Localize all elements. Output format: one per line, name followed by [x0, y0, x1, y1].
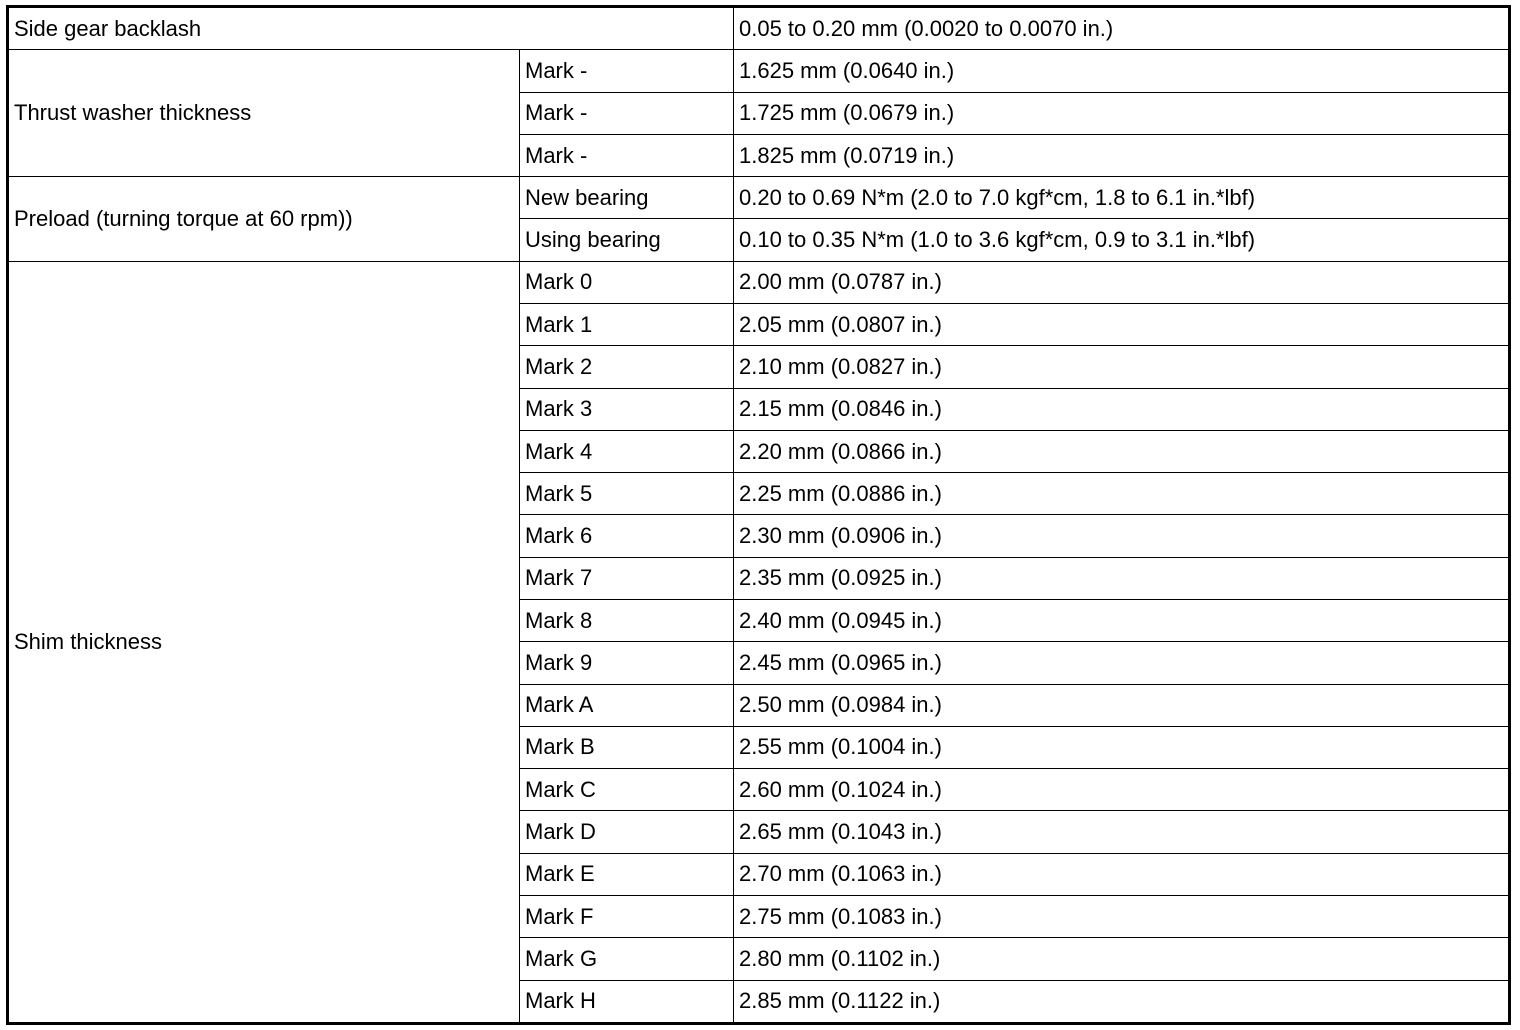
mark-cell: Mark 5 [520, 473, 734, 515]
mark-cell: Mark D [520, 811, 734, 853]
mark-cell: Mark 0 [520, 261, 734, 303]
mark-cell: Mark H [520, 980, 734, 1023]
spec-value: 2.70 mm (0.1063 in.) [734, 853, 1510, 895]
mark-cell: Mark 3 [520, 388, 734, 430]
spec-value: 2.10 mm (0.0827 in.) [734, 346, 1510, 388]
spec-value: 2.25 mm (0.0886 in.) [734, 473, 1510, 515]
spec-value: 2.75 mm (0.1083 in.) [734, 895, 1510, 937]
spec-value: 2.80 mm (0.1102 in.) [734, 938, 1510, 980]
spec-value: 2.15 mm (0.0846 in.) [734, 388, 1510, 430]
spec-value: 2.45 mm (0.0965 in.) [734, 642, 1510, 684]
spec-value: 0.05 to 0.20 mm (0.0020 to 0.0070 in.) [734, 7, 1510, 50]
spec-value: 2.65 mm (0.1043 in.) [734, 811, 1510, 853]
spec-value: 0.20 to 0.69 N*m (2.0 to 7.0 kgf*cm, 1.8 to 6.1 in.*lbf) [734, 177, 1510, 219]
spec-value: 2.00 mm (0.0787 in.) [734, 261, 1510, 303]
mark-cell: Mark - [520, 50, 734, 92]
mark-cell: Mark G [520, 938, 734, 980]
spec-label-thrust-washer-thickness: Thrust washer thickness [8, 50, 520, 177]
mark-cell: Mark - [520, 92, 734, 134]
spec-value: 1.625 mm (0.0640 in.) [734, 50, 1510, 92]
bearing-type-cell: Using bearing [520, 219, 734, 261]
spec-value: 2.55 mm (0.1004 in.) [734, 726, 1510, 768]
mark-cell: Mark F [520, 895, 734, 937]
spec-value: 0.10 to 0.35 N*m (1.0 to 3.6 kgf*cm, 0.9 to 3.1 in.*lbf) [734, 219, 1510, 261]
spec-value: 2.20 mm (0.0866 in.) [734, 430, 1510, 472]
spec-label-shim-thickness: Shim thickness [8, 261, 520, 1023]
mark-cell: Mark 2 [520, 346, 734, 388]
mark-cell: Mark E [520, 853, 734, 895]
mark-cell: Mark 1 [520, 304, 734, 346]
mark-cell: Mark 4 [520, 430, 734, 472]
mark-cell: Mark B [520, 726, 734, 768]
spec-value: 2.85 mm (0.1122 in.) [734, 980, 1510, 1023]
spec-value: 2.50 mm (0.0984 in.) [734, 684, 1510, 726]
table-row [8, 261, 1510, 303]
spec-value: 1.825 mm (0.0719 in.) [734, 134, 1510, 176]
spec-value: 2.35 mm (0.0925 in.) [734, 557, 1510, 599]
spec-value: 2.30 mm (0.0906 in.) [734, 515, 1510, 557]
table-row [8, 177, 1510, 219]
mark-cell: Mark 9 [520, 642, 734, 684]
spec-value: 2.40 mm (0.0945 in.) [734, 600, 1510, 642]
mark-cell: Mark 8 [520, 600, 734, 642]
table-row [8, 7, 1510, 50]
mark-cell: Mark 7 [520, 557, 734, 599]
table-row [8, 50, 1510, 92]
bearing-type-cell: New bearing [520, 177, 734, 219]
mark-cell: Mark C [520, 769, 734, 811]
spec-value: 2.05 mm (0.0807 in.) [734, 304, 1510, 346]
spec-value: 1.725 mm (0.0679 in.) [734, 92, 1510, 134]
spec-label-preload: Preload (turning torque at 60 rpm)) [8, 177, 520, 262]
mark-cell: Mark - [520, 134, 734, 176]
spec-label-side-gear-backlash: Side gear backlash [8, 7, 734, 50]
spec-value: 2.60 mm (0.1024 in.) [734, 769, 1510, 811]
spec-table [6, 5, 1511, 1025]
mark-cell: Mark A [520, 684, 734, 726]
mark-cell: Mark 6 [520, 515, 734, 557]
